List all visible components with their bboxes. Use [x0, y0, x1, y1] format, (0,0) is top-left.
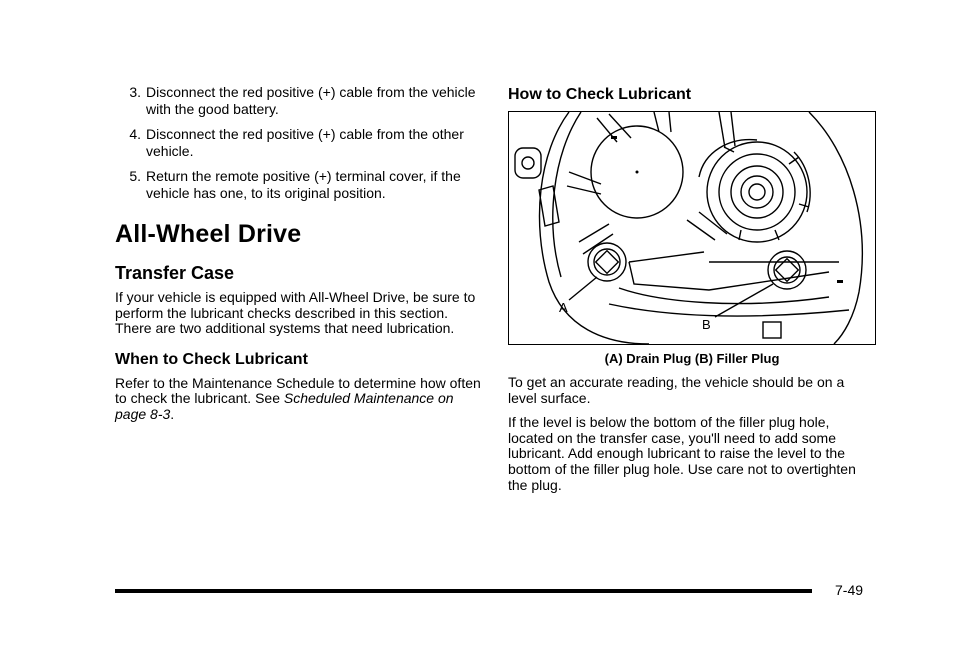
step-number: 4.: [129, 126, 141, 142]
when-to-check-paragraph: [115, 376, 487, 423]
paragraph-text: .: [170, 405, 175, 422]
step-text: Disconnect the red positive (+) cable from the other vehicle.: [146, 126, 464, 159]
label-a: A: [559, 300, 568, 315]
how-to-check-title: How to Check Lubricant: [508, 86, 692, 103]
step-text: Return the remote positive (+) terminal cover, if the vehicle has one, to its original position.: [146, 168, 461, 201]
left-column: [115, 84, 487, 423]
label-b: B: [702, 317, 711, 332]
list-item: [115, 126, 487, 160]
level-surface-paragraph: To get an accurate reading, the vehicle should be on a level surface.: [508, 374, 845, 406]
subsection-title: Transfer Case: [115, 263, 235, 283]
right-column: [508, 84, 876, 493]
step-number: 3.: [129, 84, 141, 100]
footer-rule: [115, 589, 812, 593]
steps-list: [115, 84, 487, 202]
scheduled-maintenance-link[interactable]: Scheduled Maintenance on page 8-3: [115, 390, 454, 422]
page-number: 7-49: [835, 582, 864, 598]
transfer-case-illustration: [509, 112, 875, 344]
transfer-case-paragraph: If your vehicle is equipped with All-Wheel Drive, be sure to perform the lubricant checks described in this section. There are two additional systems that need lubrication.: [115, 289, 476, 337]
transfer-case-figure: [508, 111, 876, 345]
paragraph-text: Refer to the Maintenance Schedule to determine how often to check the lubricant. See: [115, 374, 481, 407]
step-text: Disconnect the red positive (+) cable from the vehicle with the good battery.: [146, 84, 476, 117]
step-number: 5.: [129, 168, 141, 184]
when-to-check-title: When to Check Lubricant: [115, 350, 308, 368]
list-item: [115, 168, 487, 202]
list-item: [115, 84, 487, 118]
section-title: All-Wheel Drive: [115, 220, 302, 248]
figure-caption: (A) Drain Plug (B) Filler Plug: [604, 351, 780, 366]
filler-level-paragraph: If the level is below the bottom of the filler plug hole, located on the transfer case, you'll need to add some lubricant. Add enough lubricant to raise the level to the bottom of the filler plug hole. Use care not to overtighten the plug.: [508, 414, 856, 493]
